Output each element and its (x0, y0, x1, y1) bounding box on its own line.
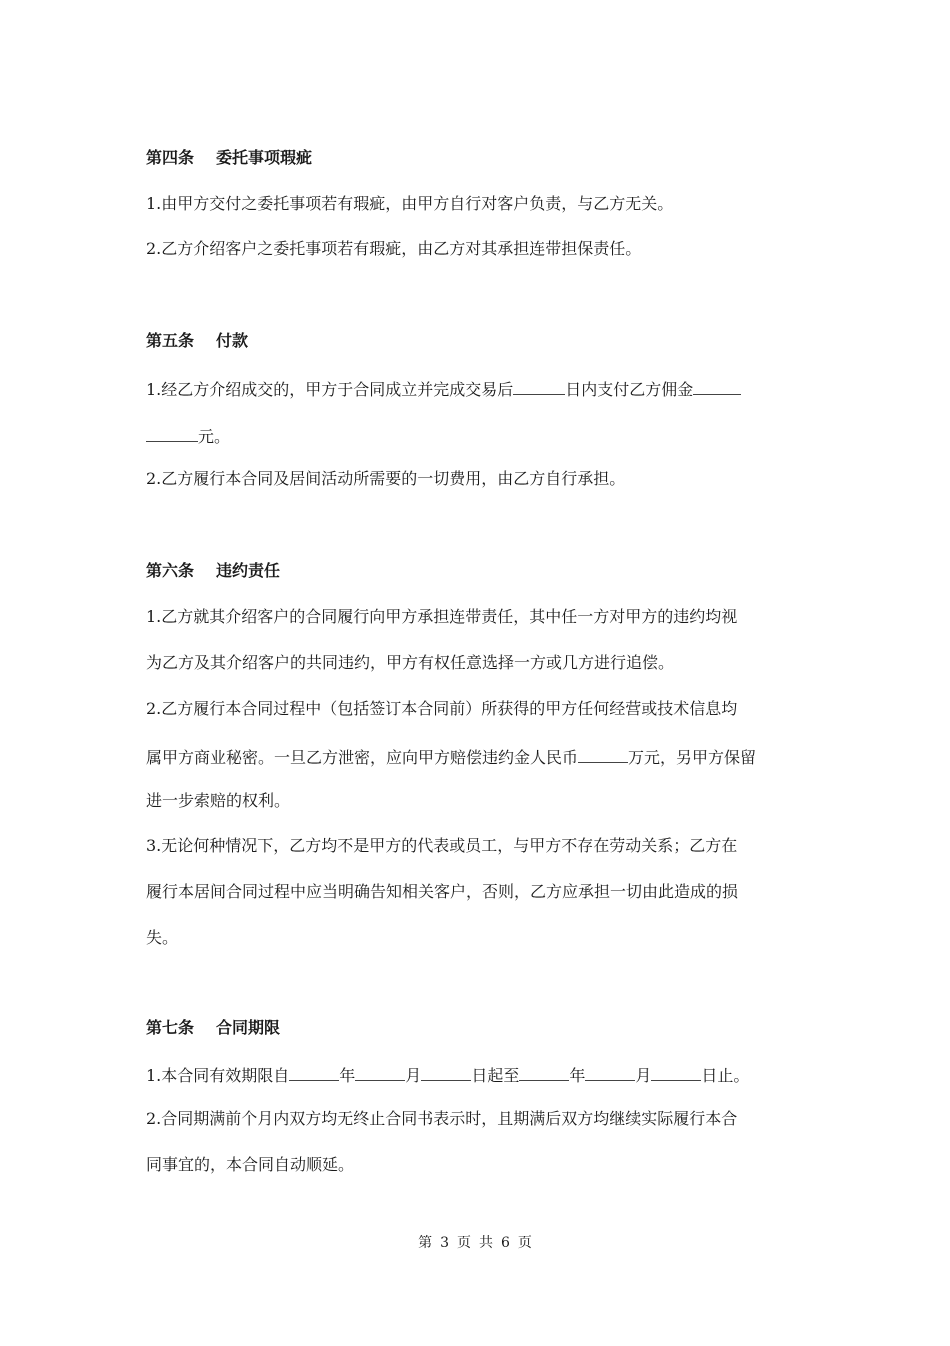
article-4-title: 委托事项瑕疵 (216, 148, 313, 167)
article-7-clause-2-line-2: 同事宜的，本合同自动顺延。 (146, 1155, 355, 1174)
article-5-clause-2: 2.乙方履行本合同及居间活动所需要的一切费用，由乙方自行承担。 (146, 469, 626, 488)
end-month-blank (585, 1062, 635, 1081)
article-4-clause-1: 1.由甲方交付之委托事项若有瑕疵，由甲方自行对客户负责，与乙方无关。 (146, 194, 674, 213)
article-7-title: 合同期限 (216, 1018, 281, 1037)
article-4-heading (146, 148, 312, 168)
start-year-blank (289, 1062, 339, 1081)
article-5-clause-1-line-2 (146, 423, 230, 448)
days-blank (513, 376, 565, 395)
commission-blank-part-1 (693, 376, 741, 395)
article-6-clause-2-line-1: 2.乙方履行本合同过程中（包括签订本合同前）所获得的甲方任何经营或技术信息均 (146, 699, 738, 718)
footer-total-number: 6 (501, 1235, 510, 1251)
end-month-label: 月 (635, 1066, 652, 1085)
article-6-number: 第六条 (146, 561, 195, 580)
article-6-title: 违约责任 (216, 561, 281, 580)
start-day-label: 日起至 (471, 1066, 520, 1085)
end-day-blank (651, 1062, 701, 1081)
commission-blank-part-2 (146, 423, 198, 442)
article-4-number: 第四条 (146, 148, 195, 167)
article-6-clause-3-line-2: 履行本居间合同过程中应当明确告知相关客户，否则，乙方应承担一切由此造成的损 (146, 882, 739, 901)
article-6-clause-2-text-b: 万元，另甲方保留 (628, 748, 757, 767)
article-6-clause-2-line-3: 进一步索赔的权利。 (146, 791, 291, 810)
article-5-title: 付款 (216, 331, 249, 350)
page-footer (0, 1234, 950, 1252)
article-4-clause-2: 2.乙方介绍客户之委托事项若有瑕疵，由乙方对其承担连带担保责任。 (146, 239, 642, 258)
start-day-blank (421, 1062, 471, 1081)
end-year-blank (519, 1062, 569, 1081)
article-7-heading (146, 1018, 280, 1038)
article-7-clause-1 (146, 1062, 749, 1087)
footer-page-number: 3 (440, 1235, 449, 1251)
start-month-label: 月 (405, 1066, 422, 1085)
end-day-label: 日止。 (701, 1066, 750, 1085)
article-5-heading (146, 331, 248, 351)
footer-page-word: 页 (457, 1235, 471, 1251)
term-text-start: 1.本合同有效期限自 (146, 1066, 290, 1085)
article-5-clause-1-text-a: 1.经乙方介绍成交的，甲方于合同成立并完成交易后 (146, 380, 514, 399)
article-6-clause-2-text-a: 属甲方商业秘密。一旦乙方泄密，应向甲方赔偿违约金人民币 (146, 748, 579, 767)
article-5-clause-1-line-1 (146, 376, 741, 401)
article-5-clause-1-text-b: 日内支付乙方佣金 (565, 380, 694, 399)
start-month-blank (355, 1062, 405, 1081)
article-5-number: 第五条 (146, 331, 195, 350)
end-year-label: 年 (569, 1066, 586, 1085)
start-year-label: 年 (339, 1066, 356, 1085)
article-7-number: 第七条 (146, 1018, 195, 1037)
footer-page-label: 第 (418, 1235, 433, 1251)
article-7-clause-2-line-1: 2.合同期满前个月内双方均无终止合同书表示时，且期满后双方均继续实际履行本合 (146, 1109, 738, 1128)
article-5-clause-1-text-c: 元。 (198, 427, 231, 446)
footer-total-word: 页 (517, 1235, 532, 1251)
footer-total-label: 共 (479, 1235, 493, 1251)
penalty-blank (578, 744, 628, 763)
article-6-heading (146, 561, 280, 581)
article-6-clause-3-line-3: 失。 (146, 928, 179, 947)
article-6-clause-1-line-2: 为乙方及其介绍客户的共同违约，甲方有权任意选择一方或几方进行追偿。 (146, 653, 675, 672)
article-6-clause-2-line-2 (146, 744, 756, 769)
article-6-clause-1-line-1: 1.乙方就其介绍客户的合同履行向甲方承担连带责任，其中任一方对甲方的违约均视 (146, 607, 738, 626)
article-6-clause-3-line-1: 3.无论何种情况下，乙方均不是甲方的代表或员工，与甲方不存在劳动关系；乙方在 (146, 836, 738, 855)
